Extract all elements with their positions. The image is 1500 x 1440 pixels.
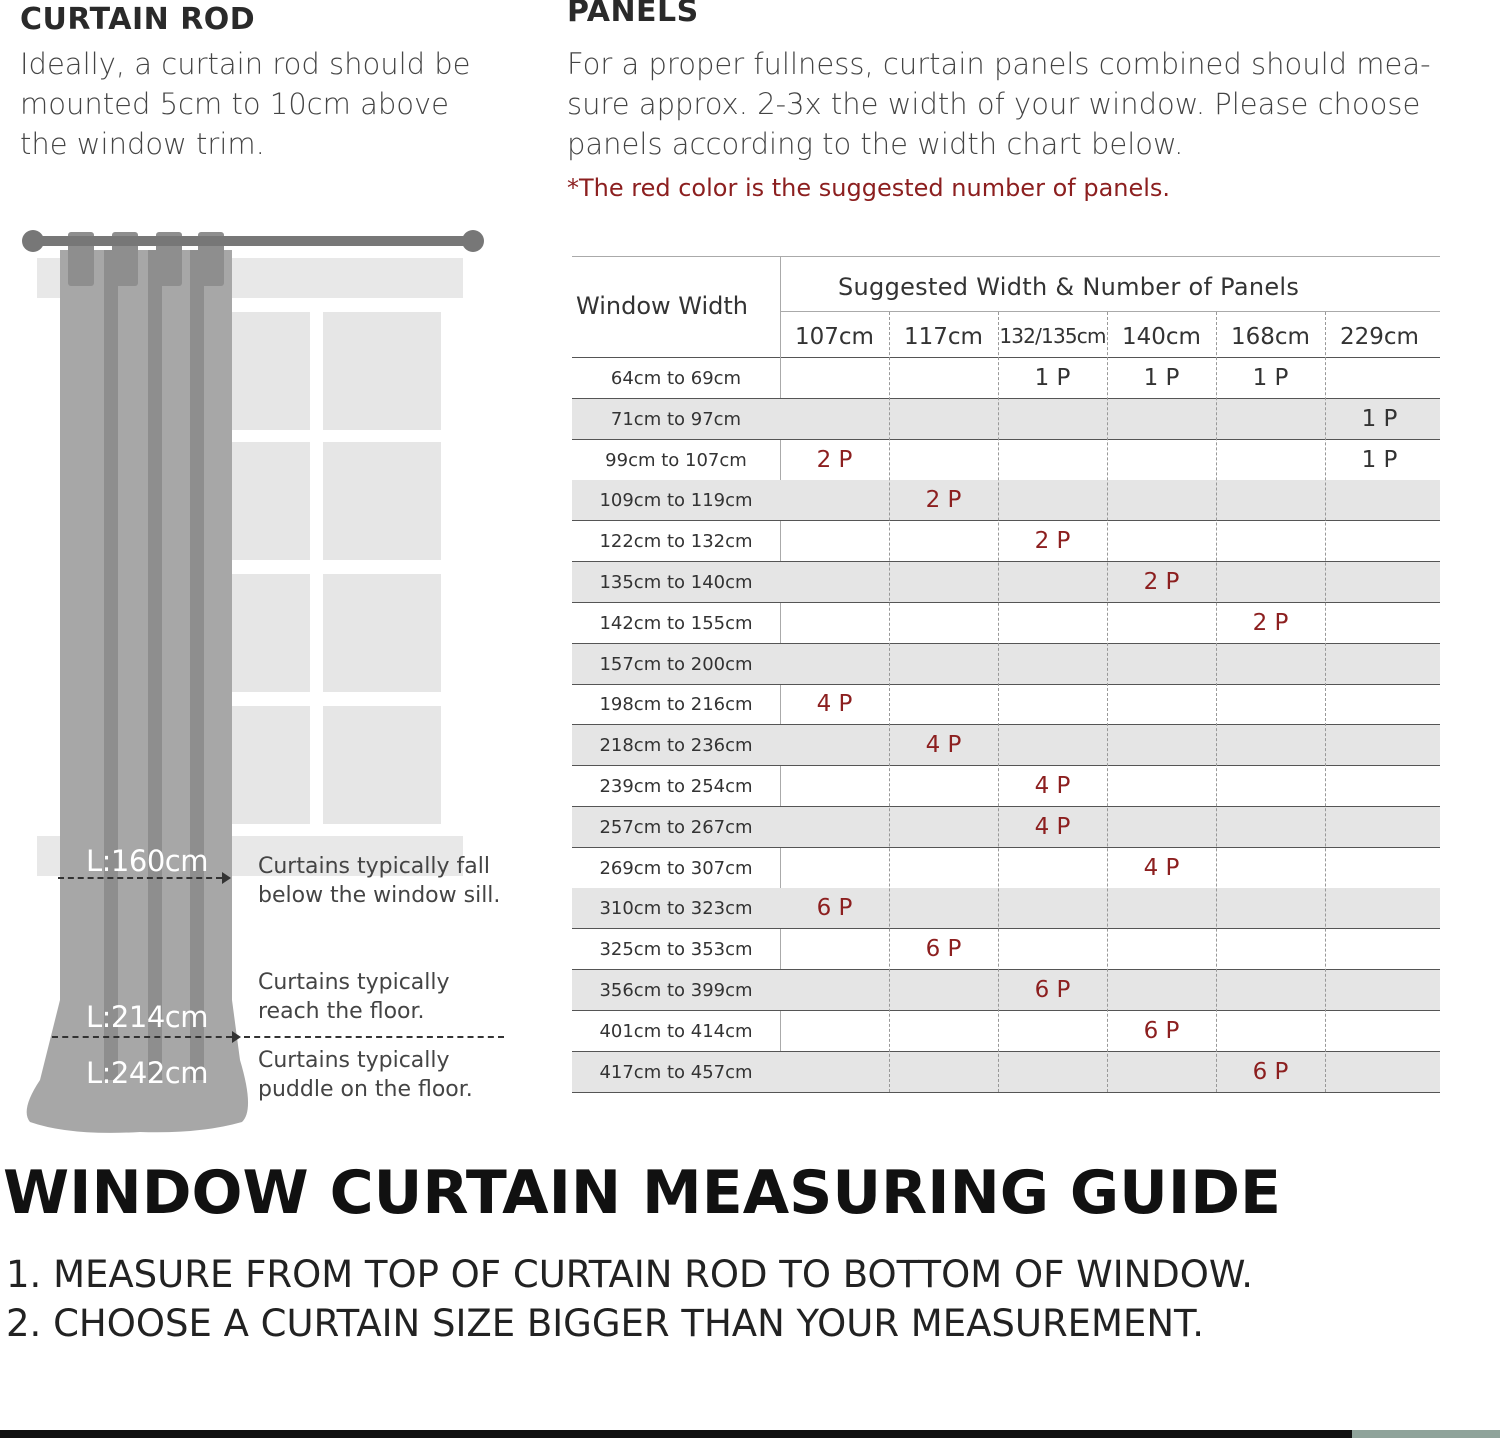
- curtain-fold: [104, 250, 118, 1080]
- panel-count-cell: 6 P: [1143, 1018, 1180, 1044]
- panels-line: sure approx. 2-3x the width of your window. Please choose: [567, 87, 1421, 121]
- window-pane: [232, 574, 310, 692]
- caption-160: [258, 852, 500, 910]
- panel-count-cell: [780, 1011, 889, 1052]
- panel-count-cell: 1 P: [1252, 365, 1289, 391]
- panel-count-cell: [780, 725, 889, 766]
- column-header: 229cm: [1340, 324, 1419, 350]
- window-width-cell: 142cm to 155cm: [599, 613, 753, 634]
- guide-title: WINDOW CURTAIN MEASURING GUIDE: [3, 1158, 1282, 1228]
- panel-count-cell: [998, 644, 1107, 685]
- window-width-cell: 135cm to 140cm: [599, 572, 753, 593]
- window-width-cell: 71cm to 97cm: [610, 409, 742, 430]
- table-row: [572, 562, 1440, 603]
- panel-count-cell: 6 P: [816, 895, 853, 921]
- group-header-underline: [780, 311, 1440, 312]
- window-pane: [232, 706, 310, 824]
- curtain-rod-description: [20, 44, 471, 164]
- panel-count-cell: [1216, 399, 1325, 440]
- panel-count-cell: [1107, 521, 1216, 562]
- panel-count-cell: [1216, 970, 1325, 1011]
- length-label-242: L:242cm: [86, 1056, 208, 1090]
- panel-count-cell: [1216, 848, 1325, 889]
- panel-count-cell: [998, 725, 1107, 766]
- column-header: 107cm: [795, 324, 874, 350]
- arrow-right-icon: [222, 872, 231, 884]
- panel-count-cell: [998, 1052, 1107, 1093]
- curtain-rod-line: Ideally, a curtain rod should be: [20, 47, 471, 81]
- panel-count-cell: [1107, 766, 1216, 807]
- caption-214: [258, 968, 450, 1026]
- table-row: [572, 521, 1440, 562]
- panel-count-cell: [780, 929, 889, 970]
- panel-count-cell: [1107, 929, 1216, 970]
- panel-count-cell: [1325, 480, 1434, 521]
- panel-count-cell: [889, 562, 998, 603]
- guide-step-2: 2. CHOOSE A CURTAIN SIZE BIGGER THAN YOUR MEASUREMENT.: [6, 1302, 1205, 1345]
- panel-count-cell: [1107, 725, 1216, 766]
- column-header: 168cm: [1231, 324, 1310, 350]
- panel-count-cell: 4 P: [816, 691, 853, 717]
- panel-count-cell: [998, 684, 1107, 725]
- panel-count-cell: [1216, 766, 1325, 807]
- window-width-cell: 401cm to 414cm: [599, 1021, 753, 1042]
- table-row: [572, 807, 1440, 848]
- panel-count-cell: [780, 399, 889, 440]
- caption-line: below the window sill.: [258, 883, 501, 908]
- rod-finial-left: [22, 230, 44, 252]
- panel-count-cell: 4 P: [925, 732, 962, 758]
- window-width-cell: 64cm to 69cm: [610, 368, 742, 389]
- table-row: [572, 440, 1440, 481]
- table-row: [572, 480, 1440, 521]
- panel-count-cell: [889, 644, 998, 685]
- panel-count-cell: [1325, 766, 1434, 807]
- column-divider: [1216, 312, 1217, 1092]
- panels-line: panels according to the width chart below.: [567, 127, 1184, 161]
- panel-count-cell: 2 P: [925, 487, 962, 513]
- panel-count-cell: 2 P: [1143, 569, 1180, 595]
- table-row: [572, 684, 1440, 725]
- curtain-illustration: [0, 220, 520, 1140]
- panel-width-table: [572, 256, 1440, 1096]
- table-row: [572, 970, 1440, 1011]
- curtain-panel: [60, 250, 232, 1090]
- window-width-cell: 218cm to 236cm: [599, 735, 753, 756]
- caption-line: Curtains typically: [258, 1048, 450, 1073]
- panel-count-cell: [1107, 644, 1216, 685]
- panel-count-cell: [1325, 848, 1434, 889]
- panel-count-cell: [1216, 807, 1325, 848]
- panel-count-cell: [780, 480, 889, 521]
- panel-count-cell: 1 P: [1034, 365, 1071, 391]
- panel-count-cell: [1325, 888, 1434, 929]
- panel-count-cell: [1216, 644, 1325, 685]
- window-width-cell: 157cm to 200cm: [599, 654, 753, 675]
- curtain-fold: [190, 250, 204, 1080]
- window-pane: [323, 706, 441, 824]
- suggested-width-header: Suggested Width & Number of Panels: [838, 273, 1300, 301]
- caption-line: Curtains typically fall: [258, 854, 490, 879]
- column-divider: [889, 312, 890, 1092]
- window-pane: [232, 312, 310, 430]
- column-divider: [1107, 312, 1108, 1092]
- panel-count-cell: [889, 888, 998, 929]
- panel-count-cell: 4 P: [1034, 814, 1071, 840]
- window-width-cell: 257cm to 267cm: [599, 817, 753, 838]
- panel-count-cell: 2 P: [1034, 528, 1071, 554]
- arrow-right-icon: [232, 1031, 241, 1043]
- panel-count-cell: [1325, 807, 1434, 848]
- caption-line: reach the floor.: [258, 999, 425, 1024]
- window-pane: [323, 574, 441, 692]
- panel-count-cell: [1216, 521, 1325, 562]
- panel-count-cell: [780, 848, 889, 889]
- window-width-cell: 356cm to 399cm: [599, 980, 753, 1001]
- window-pane: [232, 442, 310, 560]
- length-label-214: L:214cm: [86, 1000, 208, 1034]
- panel-count-cell: [998, 929, 1107, 970]
- panel-count-cell: [1216, 440, 1325, 481]
- panel-count-cell: [998, 399, 1107, 440]
- panel-count-cell: [889, 521, 998, 562]
- table-row: [572, 644, 1440, 685]
- window-width-cell: 198cm to 216cm: [599, 694, 753, 715]
- panel-count-cell: 1 P: [1361, 447, 1398, 473]
- floor-dashed-line: [52, 1036, 232, 1038]
- panel-count-cell: [998, 848, 1107, 889]
- window-width-cell: 417cm to 457cm: [599, 1062, 753, 1083]
- panel-count-cell: [1325, 1052, 1434, 1093]
- panels-line: For a proper fullness, curtain panels combined should mea-: [567, 47, 1431, 81]
- panel-count-cell: [1107, 888, 1216, 929]
- table-row: [572, 603, 1440, 644]
- panels-description: [567, 44, 1431, 164]
- panel-count-cell: [889, 603, 998, 644]
- window-width-header: Window Width: [576, 292, 748, 320]
- panel-count-cell: [1107, 399, 1216, 440]
- table-row: [572, 929, 1440, 970]
- window-width-cell: 99cm to 107cm: [605, 450, 747, 471]
- panel-count-cell: [780, 766, 889, 807]
- window-width-cell: 269cm to 307cm: [599, 858, 753, 879]
- panel-count-cell: [1325, 970, 1434, 1011]
- panel-count-cell: [1325, 562, 1434, 603]
- curtain-rod-line: mounted 5cm to 10cm above: [20, 87, 450, 121]
- window-width-cell: 109cm to 119cm: [599, 490, 753, 511]
- table-row: [572, 1052, 1440, 1093]
- panel-count-cell: [889, 1052, 998, 1093]
- curtain-rod: [28, 236, 478, 246]
- panel-count-cell: [1107, 970, 1216, 1011]
- panel-count-cell: [1325, 725, 1434, 766]
- panel-count-cell: [1216, 929, 1325, 970]
- panel-count-cell: [889, 440, 998, 481]
- caption-242: [258, 1046, 473, 1104]
- panel-count-cell: [998, 440, 1107, 481]
- floor-dashed-line-extension: [244, 1036, 504, 1038]
- panel-count-cell: 2 P: [816, 447, 853, 473]
- panel-count-cell: [998, 562, 1107, 603]
- panel-count-cell: [998, 888, 1107, 929]
- table-row: [572, 1011, 1440, 1052]
- column-header: 132/135cm: [999, 324, 1106, 348]
- length-label-160: L:160cm: [86, 844, 208, 878]
- window-width-cell: 239cm to 254cm: [599, 776, 753, 797]
- curtain-rod-heading: CURTAIN ROD: [20, 2, 256, 37]
- red-color-note: *The red color is the suggested number of panels.: [567, 174, 1171, 202]
- panel-count-cell: [780, 603, 889, 644]
- panel-count-cell: [1325, 929, 1434, 970]
- panel-count-cell: [780, 358, 889, 399]
- panel-count-cell: [998, 480, 1107, 521]
- caption-line: puddle on the floor.: [258, 1077, 473, 1102]
- table-row: [572, 766, 1440, 807]
- guide-step-1: 1. MEASURE FROM TOP OF CURTAIN ROD TO BOTTOM OF WINDOW.: [6, 1253, 1254, 1296]
- panel-count-cell: 4 P: [1034, 773, 1071, 799]
- panel-count-cell: [1216, 684, 1325, 725]
- panel-count-cell: [889, 807, 998, 848]
- panel-count-cell: [1216, 562, 1325, 603]
- panel-count-cell: 1 P: [1361, 406, 1398, 432]
- curtain-rod-line: the window trim.: [20, 127, 265, 161]
- column-divider: [998, 312, 999, 1092]
- window-width-cell: 122cm to 132cm: [599, 531, 753, 552]
- panel-count-cell: [998, 603, 1107, 644]
- panel-count-cell: [889, 684, 998, 725]
- table-row: [572, 725, 1440, 766]
- panel-count-cell: [1107, 1052, 1216, 1093]
- panel-count-cell: 6 P: [1252, 1059, 1289, 1085]
- curtain-fold: [148, 250, 162, 1080]
- panel-count-cell: [780, 1052, 889, 1093]
- panel-count-cell: [780, 970, 889, 1011]
- panel-count-cell: [1325, 644, 1434, 685]
- panel-count-cell: [1216, 888, 1325, 929]
- panel-count-cell: [889, 399, 998, 440]
- caption-line: Curtains typically: [258, 970, 450, 995]
- table-top-border: [572, 256, 1440, 257]
- panel-count-cell: [889, 848, 998, 889]
- table-row: [572, 399, 1440, 440]
- panel-count-cell: [1107, 684, 1216, 725]
- panel-count-cell: 1 P: [1143, 365, 1180, 391]
- panel-count-cell: [1216, 1011, 1325, 1052]
- panel-count-cell: [1325, 358, 1434, 399]
- panel-count-cell: [1216, 480, 1325, 521]
- panel-count-cell: [1216, 725, 1325, 766]
- panel-count-cell: [1325, 603, 1434, 644]
- table-row: [572, 358, 1440, 399]
- panel-count-cell: [780, 807, 889, 848]
- panel-count-cell: [1107, 603, 1216, 644]
- panel-count-cell: [1325, 684, 1434, 725]
- panel-count-cell: [889, 358, 998, 399]
- sill-dashed-line: [58, 877, 222, 879]
- bottom-rule: [0, 1430, 1352, 1438]
- panel-count-cell: 6 P: [1034, 977, 1071, 1003]
- panel-count-cell: 2 P: [1252, 610, 1289, 636]
- panel-count-cell: 4 P: [1143, 855, 1180, 881]
- panel-count-cell: [1107, 807, 1216, 848]
- panel-count-cell: [889, 970, 998, 1011]
- panel-count-cell: [1325, 521, 1434, 562]
- panel-count-cell: 6 P: [925, 936, 962, 962]
- panel-count-cell: [1107, 480, 1216, 521]
- panel-count-cell: [780, 562, 889, 603]
- panel-count-cell: [780, 521, 889, 562]
- panels-heading: PANELS: [567, 0, 699, 29]
- panel-count-cell: [780, 644, 889, 685]
- rod-finial-right: [462, 230, 484, 252]
- panel-count-cell: [889, 766, 998, 807]
- window-pane: [323, 442, 441, 560]
- panel-count-cell: [1107, 440, 1216, 481]
- panel-count-cell: [998, 1011, 1107, 1052]
- window-pane: [323, 312, 441, 430]
- panel-count-cell: [1325, 1011, 1434, 1052]
- bottom-rule-accent: [1352, 1430, 1500, 1438]
- window-width-cell: 310cm to 323cm: [599, 898, 753, 919]
- window-width-cell: 325cm to 353cm: [599, 939, 753, 960]
- table-row: [572, 888, 1440, 929]
- column-header: 117cm: [904, 324, 983, 350]
- panel-count-cell: [889, 1011, 998, 1052]
- column-header: 140cm: [1122, 324, 1201, 350]
- table-row: [572, 848, 1440, 889]
- column-divider: [1325, 312, 1326, 1092]
